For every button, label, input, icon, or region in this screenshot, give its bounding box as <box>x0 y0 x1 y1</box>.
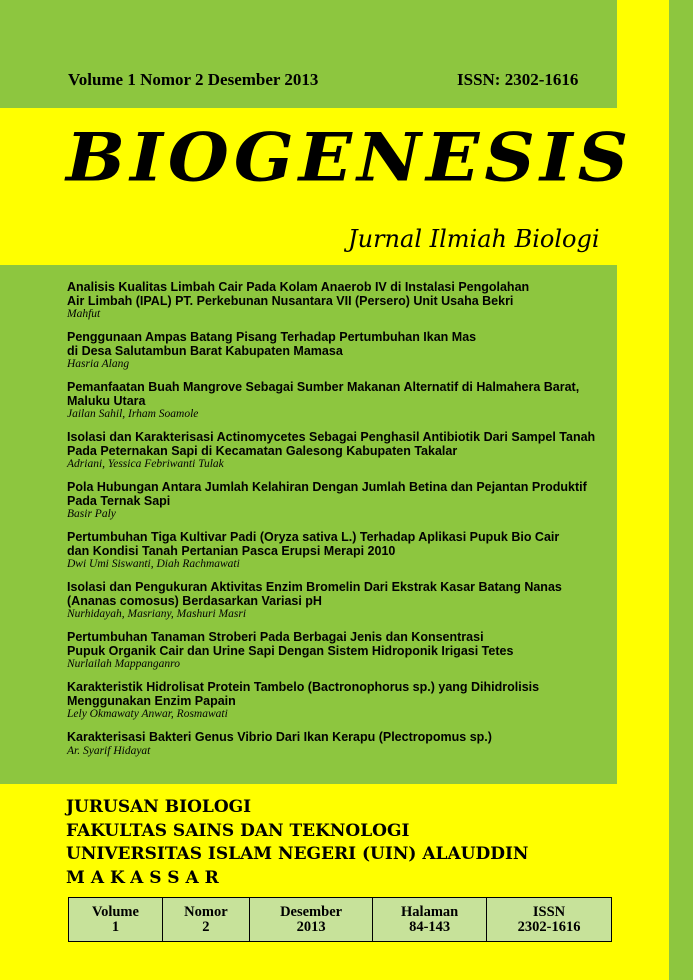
right-green-bar <box>669 0 693 980</box>
article-entry <box>67 481 612 520</box>
article-title: Karakterisasi Bakteri Genus Vibrio Dari Ikan Kerapu (Plectropomus sp.) <box>67 730 492 744</box>
article-entry <box>67 431 612 470</box>
article-entry <box>67 381 612 420</box>
publisher-block <box>66 796 528 890</box>
article-authors: Hasria Alang <box>67 358 130 370</box>
article-title: Penggunaan Ampas Batang Pisang Terhadap Pertumbuhan Ikan Mas di Desa Salutambun Barat Kabupaten Mamasa <box>67 330 477 358</box>
article-title: Pertumbuhan Tanaman Stroberi Pada Berbagai Jenis dan Konsentrasi Pupuk Organik Cair dan Urine Sapi Dengan Sistem Hidroponik Irigasi Tetes <box>67 630 514 658</box>
info-cell-nomor: Nomor 2 <box>162 898 249 942</box>
article-authors: Jailan Sahil, Irham Soamole <box>67 408 199 420</box>
info-cell-issn: ISSN 2302-1616 <box>487 898 612 942</box>
faculty-name: FAKULTAS SAINS DAN TEKNOLOGI <box>66 820 410 841</box>
university-name: UNIVERSITAS ISLAM NEGERI (UIN) ALAUDDIN <box>66 844 529 864</box>
article-title: Pola Hubungan Antara Jumlah Kelahiran Dengan Jumlah Betina dan Pejantan Produktif Pada Ternak Sapi <box>67 480 587 508</box>
journal-subtitle: Jurnal Ilmiah Biologi <box>348 225 600 253</box>
issue-info-table <box>68 897 612 942</box>
info-cell-volume: Volume 1 <box>69 898 163 942</box>
article-authors: Nurlailah Mappanganro <box>67 658 180 670</box>
top-green-band <box>0 0 617 108</box>
article-entry <box>67 631 612 670</box>
article-authors: Mahfut <box>67 308 101 320</box>
article-authors: Adriani, Yessica Febriwanti Tulak <box>67 458 224 470</box>
table-of-contents <box>67 281 612 768</box>
article-entry <box>67 731 612 757</box>
article-entry <box>67 581 612 620</box>
journal-title: BIOGENESIS <box>66 118 634 197</box>
article-title: Analisis Kualitas Limbah Cair Pada Kolam Anaerob IV di Instalasi Pengolahan Air Limbah (IPAL) PT. Perkebunan Nusantara VII (Persero) Unit Usaha Bekri <box>67 280 530 308</box>
article-title: Karakteristik Hidrolisat Protein Tambelo (Bactronophorus sp.) yang Dihidrolisis Menggunakan Enzim Papain <box>67 680 540 708</box>
article-entry <box>67 681 612 720</box>
article-entry <box>67 531 612 570</box>
article-authors: Dwi Umi Siswanti, Diah Rachmawati <box>67 558 240 570</box>
issn-line: ISSN: 2302-1616 <box>457 70 579 89</box>
article-entry <box>67 331 612 370</box>
article-title: Isolasi dan Karakterisasi Actinomycetes Sebagai Penghasil Antibiotik Dari Sampel Tanah Pada Peternakan Sapi di Kecamatan Galesong Kabupaten Takalar <box>67 430 596 458</box>
info-cell-month: Desember 2013 <box>249 898 372 942</box>
article-title: Pertumbuhan Tiga Kultivar Padi (Oryza sativa L.) Terhadap Aplikasi Pupuk Bio Cair dan Kondisi Tanah Pertanian Pasca Erupsi Merapi 2010 <box>67 530 560 558</box>
article-title: Pemanfaatan Buah Mangrove Sebagai Sumber Makanan Alternatif di Halmahera Barat, Maluku Utara <box>67 380 580 408</box>
article-title: Isolasi dan Pengukuran Aktivitas Enzim Bromelin Dari Ekstrak Kasar Batang Nanas (Ananas comosus) Berdasarkan Variasi pH <box>67 580 562 608</box>
article-authors: Lely Okmawaty Anwar, Rosmawati <box>67 708 228 720</box>
issue-line: Volume 1 Nomor 2 Desember 2013 <box>68 70 319 89</box>
department-name: JURUSAN BIOLOGI <box>66 797 252 817</box>
article-authors: Nurhidayah, Masriany, Mashuri Masri <box>67 608 247 620</box>
article-entry <box>67 281 612 320</box>
info-cell-pages: Halaman 84-143 <box>373 898 487 942</box>
city-name: MAKASSAR <box>66 867 225 888</box>
article-authors: Basir Paly <box>67 508 116 520</box>
article-authors: Ar. Syarif Hidayat <box>67 744 151 757</box>
